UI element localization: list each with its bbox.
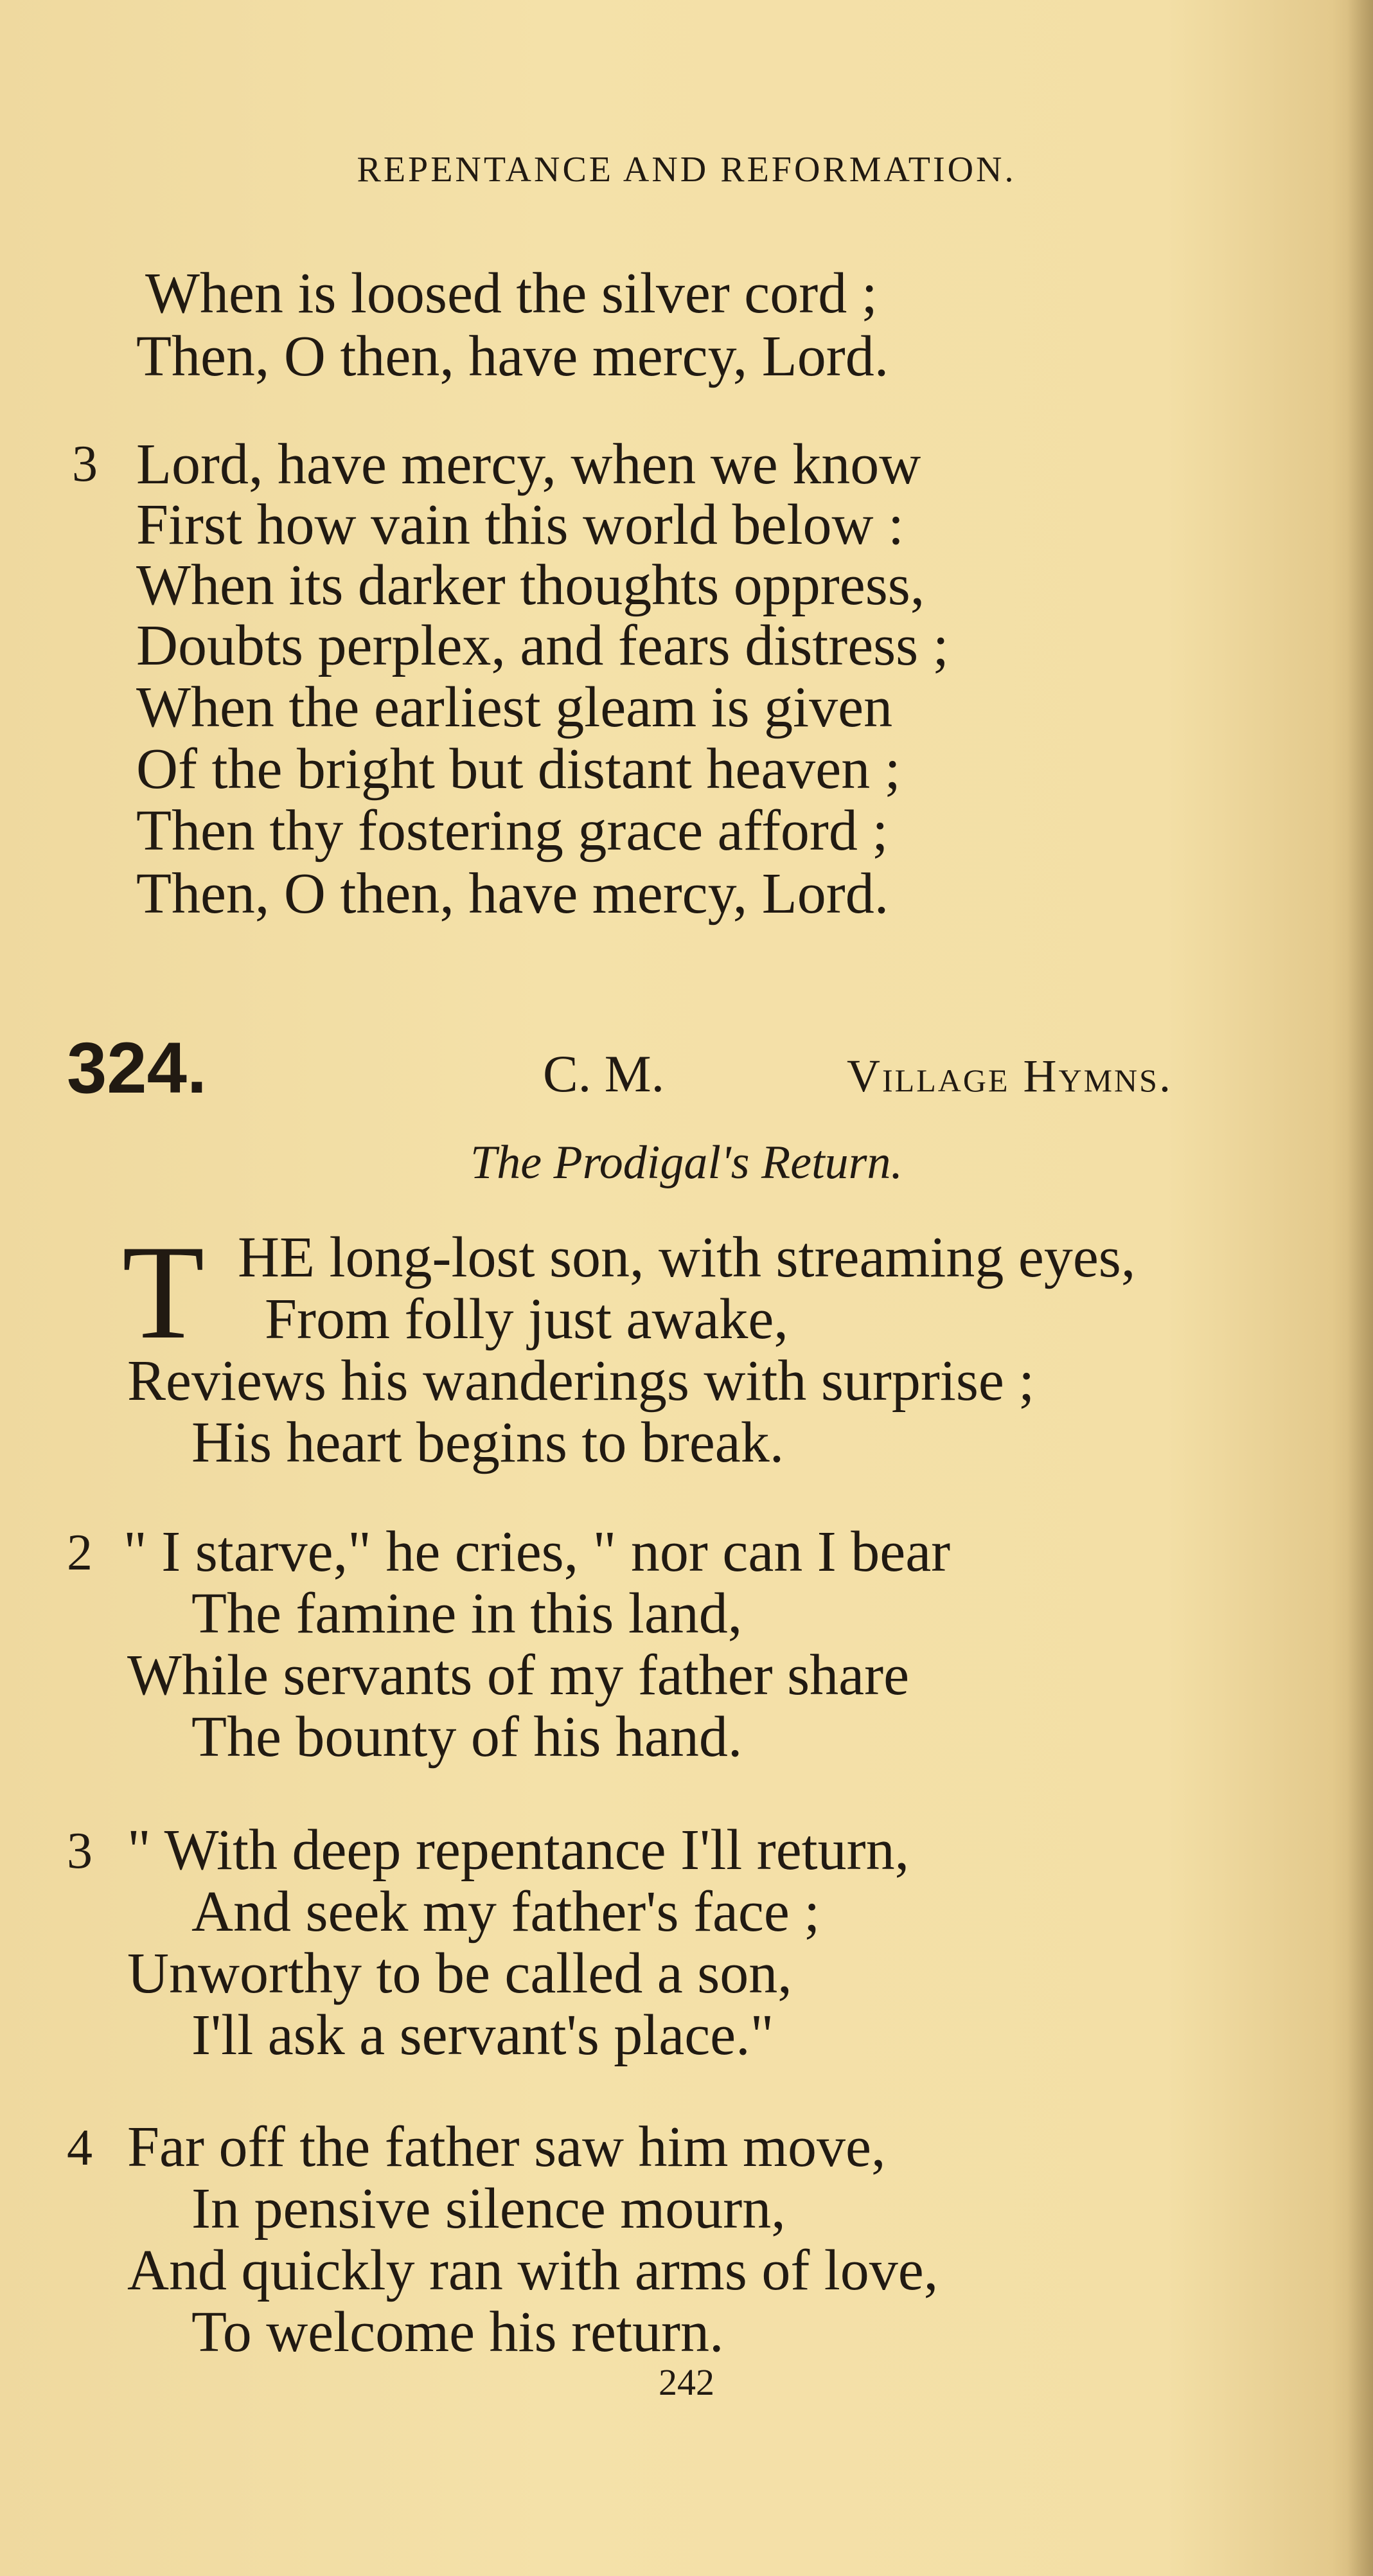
verse-line: Of the bright but distant heaven ; bbox=[136, 737, 901, 801]
verse-line: Then thy fostering grace afford ; bbox=[136, 799, 889, 863]
verse-line: " I starve," he cries, " nor can I bear bbox=[123, 1520, 951, 1584]
verse-line: Reviews his wanderings with surprise ; bbox=[127, 1349, 1035, 1413]
verse-line: Doubts perplex, and fears distress ; bbox=[136, 614, 949, 677]
verse-line: Far off the father saw him move, bbox=[127, 2115, 886, 2179]
verse-line: When is loosed the silver cord ; bbox=[145, 262, 878, 325]
verse-line: Then, O then, have mercy, Lord. bbox=[136, 325, 889, 388]
verse-line: Lord, have mercy, when we know bbox=[136, 433, 921, 496]
hymn-meter: C. M. bbox=[543, 1044, 665, 1103]
verse-line: In pensive silence mourn, bbox=[191, 2177, 786, 2241]
verse-line: " With deep repentance I'll return, bbox=[127, 1818, 910, 1882]
verse-line: The famine in this land, bbox=[191, 1582, 743, 1645]
verse-line: Then, O then, have mercy, Lord. bbox=[136, 862, 889, 926]
verse-number: 3 bbox=[72, 436, 98, 492]
hymn-source: Village Hymns. bbox=[847, 1050, 1173, 1102]
verse-line: First how vain this world below : bbox=[136, 493, 904, 557]
verse-line: And seek my father's face ; bbox=[191, 1880, 820, 1944]
page-edge-shadow bbox=[1347, 0, 1373, 2576]
verse-number: 2 bbox=[67, 1525, 93, 1581]
drop-cap: T bbox=[122, 1218, 205, 1367]
page-number: 242 bbox=[659, 2361, 714, 2403]
verse-number: 3 bbox=[67, 1823, 93, 1879]
verse-line: When the earliest gleam is given bbox=[136, 675, 893, 739]
running-head: REPENTANCE AND REFORMATION. bbox=[357, 150, 1016, 190]
verse-line: Unworthy to be called a son, bbox=[127, 1942, 792, 2005]
hymn-title: The Prodigal's Return. bbox=[470, 1136, 903, 1189]
hymn-number: 324. bbox=[67, 1028, 207, 1108]
verse-line: HE long-lost son, with streaming eyes, bbox=[238, 1226, 1136, 1289]
verse-number: 4 bbox=[67, 2120, 93, 2176]
verse-line: The bounty of his hand. bbox=[191, 1705, 743, 1769]
verse-line: When its darker thoughts oppress, bbox=[136, 553, 925, 617]
verse-line: From folly just awake, bbox=[265, 1287, 788, 1351]
verse-line: While servants of my father share bbox=[127, 1643, 910, 1707]
verse-line: And quickly ran with arms of love, bbox=[127, 2239, 939, 2302]
verse-line: I'll ask a servant's place." bbox=[191, 2003, 774, 2067]
verse-line: To welcome his return. bbox=[191, 2300, 724, 2364]
verse-line: His heart begins to break. bbox=[191, 1411, 784, 1474]
